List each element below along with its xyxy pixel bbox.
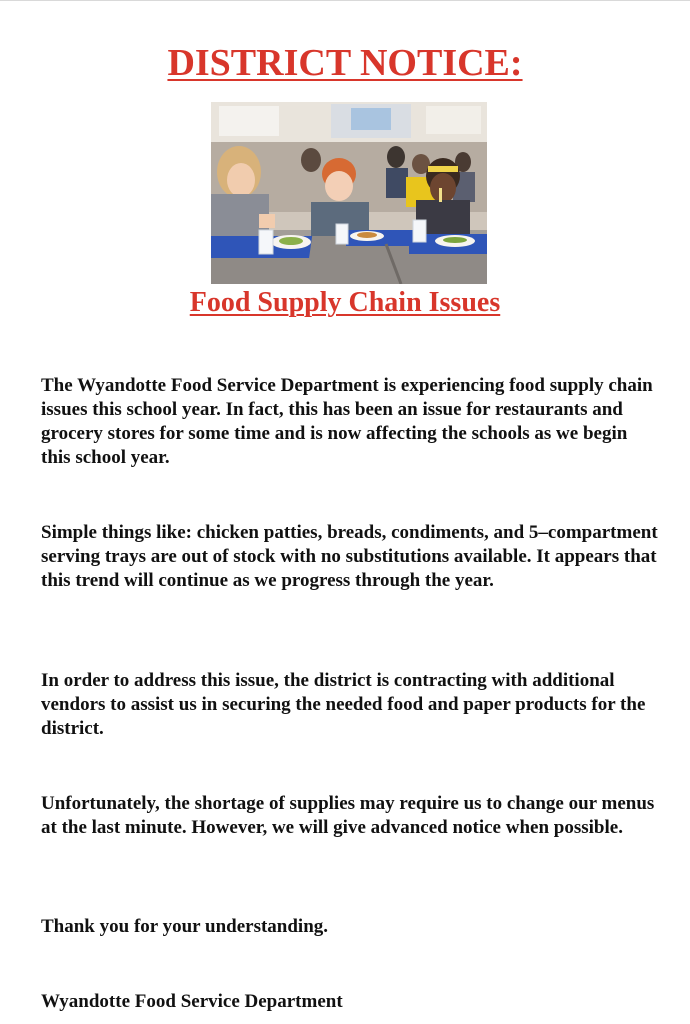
notice-subtitle: Food Supply Chain Issues: [189, 287, 501, 318]
paragraph-menu-changes: Unfortunately, the shortage of supplies may require us to change our menus at the last minute. However, we will give advanced notice when possible.: [41, 793, 655, 838]
paragraph-out-of-stock: Simple things like: chicken patties, breads, condiments, and 5–compartment serving trays are out of stock with no substitutions available. It appears that this trend will continue as we progress through the year.: [41, 522, 658, 591]
paragraph-vendors: In order to address this issue, the district is contracting with additional vendors to assist us in securing the needed food and paper products for the district.: [41, 670, 646, 739]
cafeteria-photo: [211, 102, 487, 284]
paragraph-supply-issues: The Wyandotte Food Service Department is experiencing food supply chain issues this school year. In fact, this has been an issue for restaurants and grocery stores for some time and is now affecting the schools as we begin this school year.: [41, 375, 653, 468]
signature: Wyandotte Food Service Department: [41, 991, 343, 1012]
paragraph-thank-you: Thank you for your understanding.: [41, 916, 329, 937]
notice-title: DISTRICT NOTICE:: [167, 42, 523, 84]
